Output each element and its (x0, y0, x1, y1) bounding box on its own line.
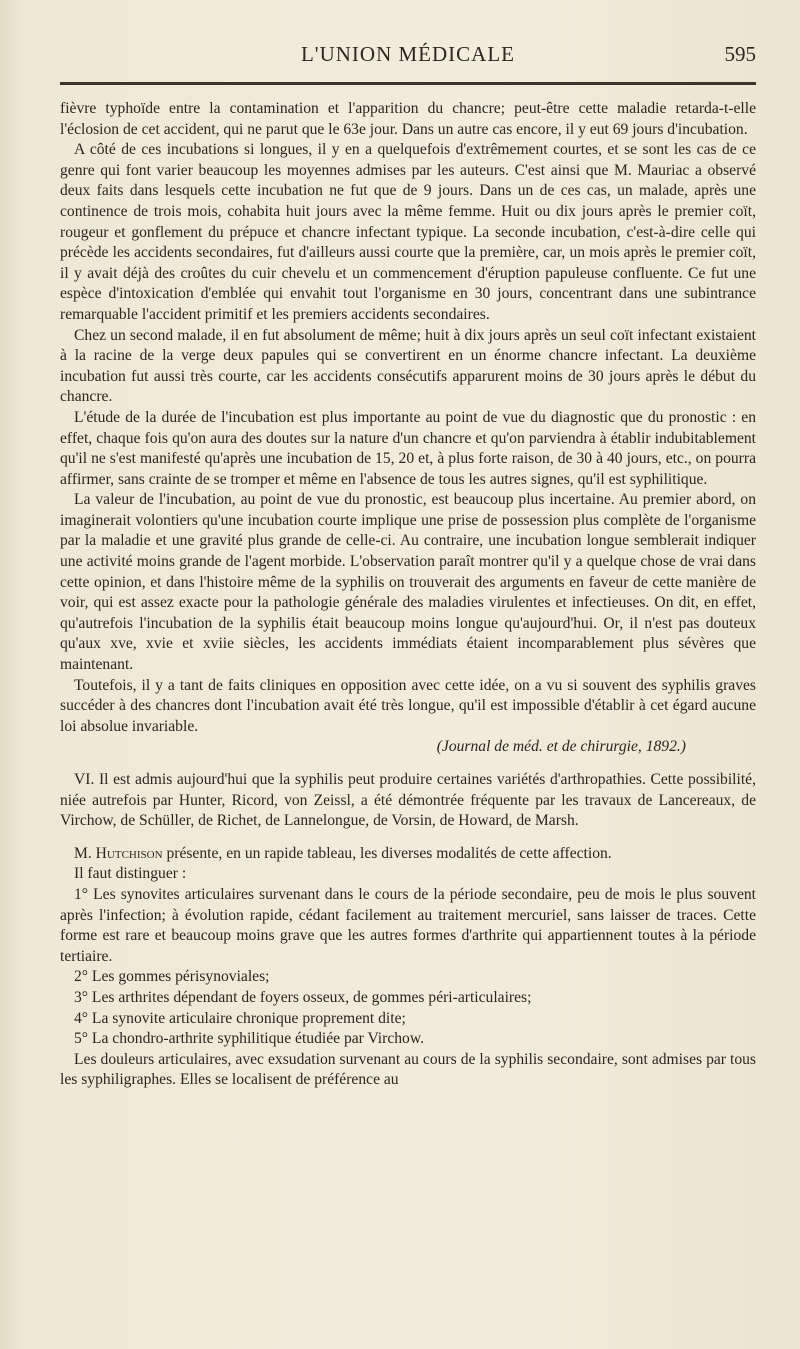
paragraph: Les douleurs articulaires, avec exsudation survenant au cours de la syphilis secondaire, sont admises par tous les syphiligraphes. Elles se localisent de préférence au (60, 1050, 756, 1089)
page-number: 595 (724, 42, 756, 66)
article-body (60, 99, 756, 1091)
journal-title: L'UNION MÉDICALE (300, 42, 515, 66)
paragraph: VI. Il est admis aujourd'hui que la syphilis peut produire certaines variétés d'arthropathies. Cette possibilité, niée autrefois par Hunter, Ricord, von Zeissl, a été démontrée fréquente par les travaux de Lancereaux, de Virchow, de Schüller, de Richet, de Lannelongue, de Vorsin, de Howard, de Marsh. (60, 771, 756, 830)
paragraph: Toutefois, il y a tant de faits cliniques en opposition avec cette idée, on a vu si souvent des syphilis graves succéder à des chancres dont l'incubation avait été très longue, qu'il est impossible d'établir à cet égard aucune loi absolue invariable. (60, 676, 756, 735)
paragraph: Il faut distinguer : (74, 865, 187, 883)
list-item: 2° Les gommes périsynoviales; (74, 968, 270, 986)
paragraph-text: présente, en un rapide tableau, les diverses modalités de cette affection. (166, 844, 612, 862)
list-item: 3° Les arthrites dépendant de foyers osseux, de gommes péri-articulaires; (74, 988, 532, 1006)
header-rule (60, 82, 756, 85)
paragraph: fièvre typhoïde entre la contamination et l'apparition du chancre; peut-être cette maladie retarda-t-elle l'éclosion de cet accident, qui ne parut que le 63e jour. Dans un autre cas encore, il y eut 69 jours d'incubation. (60, 100, 756, 138)
paragraph-prefix: M. (74, 844, 92, 862)
running-head (60, 38, 756, 78)
citation-reference: (Journal de méd. et de chirurgie, 1892.) (436, 738, 686, 756)
author-name: Hutchison (95, 844, 163, 862)
list-item: 1° Les synovites articulaires survenant dans le cours de la période secondaire, peu de mois le plus souvent après l'infection; à évolution rapide, cédant facilement au traitement mercuriel, sans laisser de traces. Cette forme est rare et beaucoup moins grave que les autres formes d'arthrite qui appartiennent toutes à la période tertiaire. (60, 885, 756, 965)
paragraph: Chez un second malade, il en fut absolument de même; huit à dix jours après un seul coït infectant existaient à la racine de la verge deux papules qui se convertirent en un énorme chancre infectant. La deuxième incubation fut aussi très courte, car les accidents consécutifs apparurent moins de 30 jours après le début du chancre. (60, 326, 756, 406)
list-item: 5° La chondro-arthrite syphilitique étudiée par Virchow. (74, 1030, 424, 1048)
paragraph (60, 844, 756, 865)
paragraph: A côté de ces incubations si longues, il y en a quelquefois d'extrêmement courtes, et se sont les cas de ce genre qui font varier beaucoup les moyennes admises par les auteurs. C'est ainsi que M. Mauriac a observé deux faits dans lesquels cette incubation ne fut que de 9 jours. Dans un de ces cas, un malade, après une continence de trois mois, cohabita huit jours avec la même femme. Huit ou dix jours après le premier coït, rougeur et gonflement du prépuce et chancre infectant typique. La seconde incubation, c'est-à-dire celle qui précède les accidents secondaires, fut d'ailleurs aussi courte que la première, car, un mois après le premier coït, il y avait déjà des croûtes du cuir chevelu et un commencement d'éruption papuleuse confluente. Ce fut une espèce d'intoxication d'emblée qui envahit tout l'organisme en 30 jours, concentrant dans une subintrance remarquable l'accident primitif et les premiers accidents secondaires. (60, 141, 756, 323)
paragraph: L'étude de la durée de l'incubation est plus importante au point de vue du diagnostic que du pronostic : en effet, chaque fois qu'on aura des doutes sur la nature d'un chancre et qu'on parviendra à établir indubitablement qu'il ne s'est manifesté qu'après une incubation de 15, 20 et, à plus forte raison, de 30 à 40 jours, etc., on pourra affirmer, sans crainte de se tromper et même en l'absence de tous les autres signes, qu'il est syphilitique. (60, 408, 756, 488)
list-item: 4° La synovite articulaire chronique proprement dite; (74, 1009, 406, 1027)
paragraph: La valeur de l'incubation, au point de vue du pronostic, est beaucoup plus incertaine. Au premier abord, on imaginerait volontiers qu'une incubation courte implique une prise de possession plus complète de l'organisme par la maladie et une gravité plus grande de celle-ci. Au contraire, une incubation longue semblerait indiquer une activité moins grande de l'agent morbide. L'observation paraît montrer qu'il y a quelque chose de vrai dans cette opinion, et dans l'histoire même de la syphilis on trouverait des arguments en faveur de cette manière de voir, qui est assez exacte pour la pathologie générale des maladies virulentes et infectieuses. On dit, en effet, qu'autrefois l'incubation de la syphilis était beaucoup moins longue qu'aujourd'hui. Or, il n'est pas douteux qu'aux xve, xvie et xviie siècles, les accidents immédiats étaient incomparablement plus sévères que maintenant. (60, 491, 756, 674)
